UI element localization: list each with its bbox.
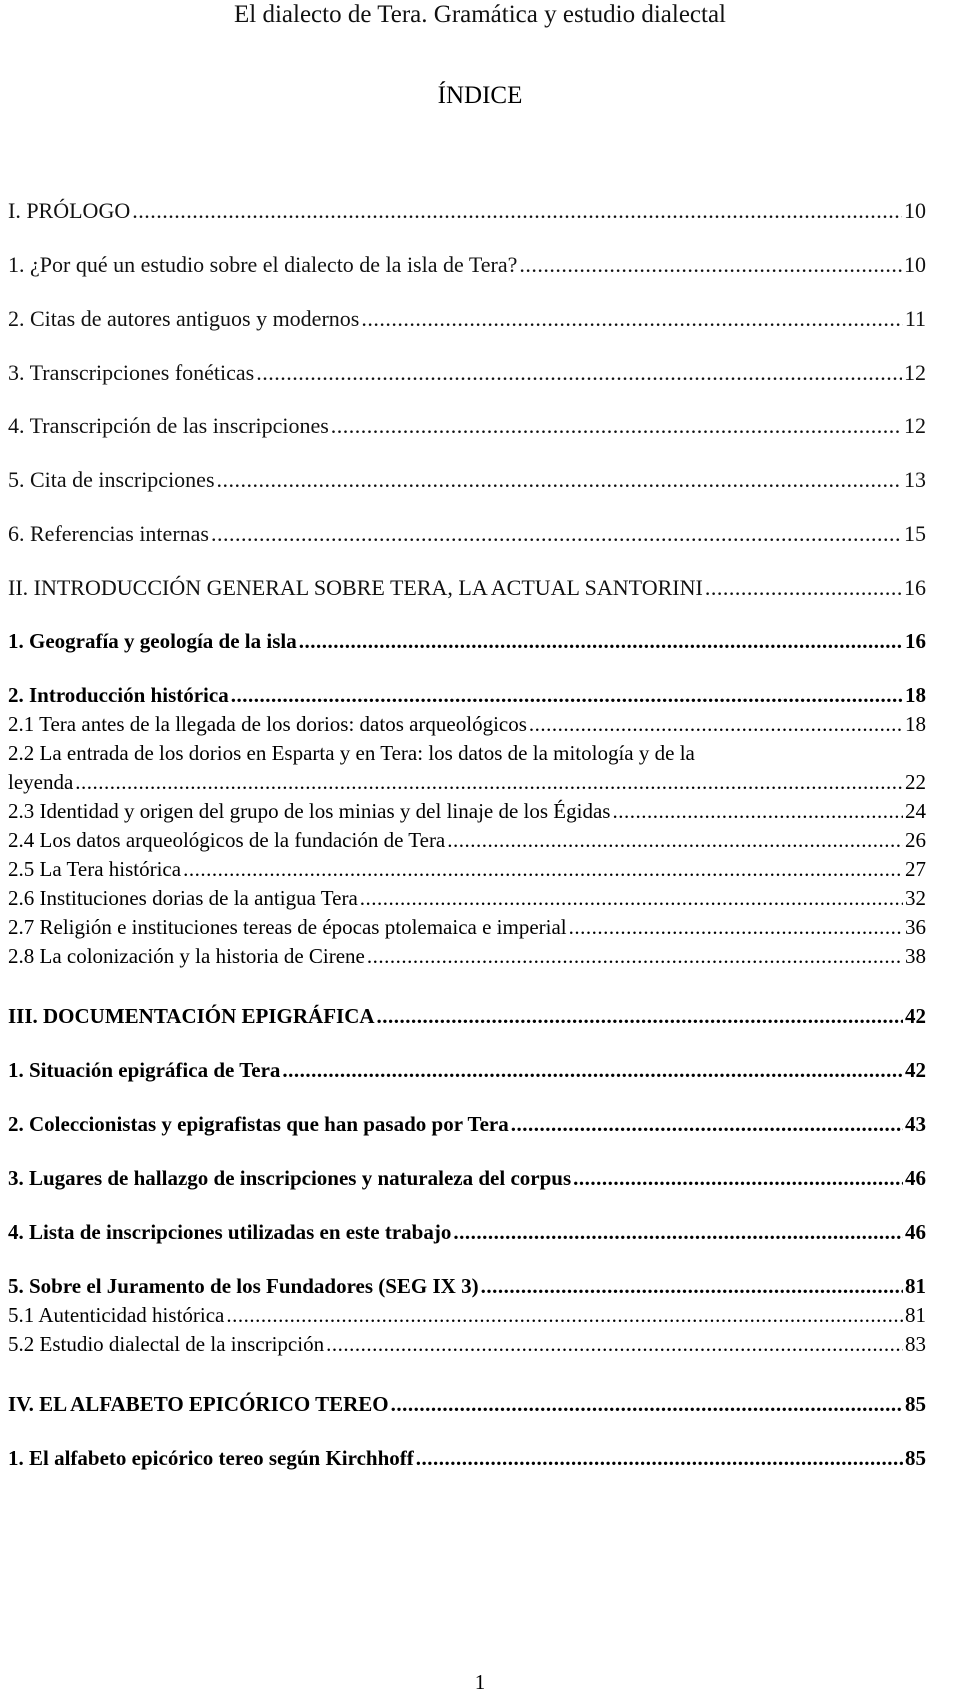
toc-leader-dots (367, 944, 903, 969)
toc-leader-dots (231, 683, 903, 708)
toc-leader-dots (529, 712, 903, 737)
toc-leader-dots (511, 1112, 903, 1137)
toc-entry-title: 6. Referencias internas (8, 521, 209, 546)
toc-entry-title: 2.7 Religión e instituciones tereas de épocas ptolemaica e imperial (8, 915, 567, 939)
toc-page-number: 27 (905, 857, 926, 881)
toc-entry-title: 2.1 Tera antes de la llegada de los dorios: datos arqueológicos (8, 712, 527, 736)
toc-page-number: 83 (905, 1332, 926, 1356)
toc-entry-title: 2.3 Identidad y origen del grupo de los minias y del linaje de los Égidas (8, 799, 611, 823)
toc-leader-dots (361, 306, 902, 332)
toc-page-number: 36 (905, 915, 926, 939)
toc-entry-alfabeto-kirchhoff[interactable] (8, 1446, 926, 1476)
toc-entry-introduccion-historica[interactable] (8, 683, 926, 713)
toc-leader-dots (256, 360, 902, 386)
index-title: ÍNDICE (437, 82, 523, 109)
toc-entry-title: 2.5 La Tera histórica (8, 857, 182, 881)
toc-page-number: 22 (905, 770, 926, 794)
toc-leader-dots (226, 1303, 903, 1328)
toc-page-number: 16 (904, 575, 926, 600)
toc-entry-geografia[interactable] (8, 629, 926, 659)
toc-leader-dots (453, 1220, 903, 1245)
toc-leader-dots (75, 770, 903, 795)
toc-entry-transcripciones-foneticas[interactable] (8, 360, 926, 390)
toc-entry-documentacion-epigrafica[interactable] (8, 1004, 926, 1034)
toc-entry-coleccionistas[interactable] (8, 1112, 926, 1142)
toc-entry-entrada-dorios-line1[interactable]: 2.2 La entrada de los dorios en Esparta y en Tera: los datos de la mitología y de la (8, 741, 695, 765)
toc-entry-title: 2. Introducción histórica (8, 683, 229, 707)
toc-entry-title: 2.4 Los datos arqueológicos de la fundación de Tera (8, 828, 446, 852)
toc-entry-title: 5. Sobre el Juramento de los Fundadores (SEG IX 3) (8, 1274, 479, 1298)
toc-entry-title: IV. EL ALFABETO EPICÓRICO TEREO (8, 1392, 389, 1416)
toc-leader-dots (331, 413, 902, 439)
toc-leader-dots (132, 198, 902, 224)
toc-leader-dots (569, 915, 903, 940)
toc-page-number: 10 (904, 198, 926, 223)
toc-page-number: 46 (905, 1220, 926, 1244)
toc-entry-title: 1. Situación epigráfica de Tera (8, 1058, 281, 1082)
toc-page-number: 42 (905, 1058, 926, 1082)
toc-entry-cita-inscripciones[interactable] (8, 467, 926, 497)
toc-entry-title: 3. Transcripciones fonéticas (8, 360, 255, 385)
toc-leader-dots (211, 521, 902, 547)
toc-page-number: 42 (905, 1004, 926, 1028)
toc-entry-title: 4. Lista de inscripciones utilizadas en este trabajo (8, 1220, 452, 1244)
toc-entry-tera-antes[interactable] (8, 712, 926, 742)
toc-leader-dots (447, 828, 903, 853)
toc-leader-dots (282, 1058, 903, 1083)
toc-leader-dots (705, 575, 902, 601)
toc-page-number: 26 (905, 828, 926, 852)
toc-page-number: 24 (905, 799, 926, 823)
toc-entry-colonizacion-cirene[interactable] (8, 944, 926, 974)
toc-entry-title: 4. Transcripción de las inscripciones (8, 413, 329, 438)
toc-entry-title: 5.1 Autenticidad histórica (8, 1303, 225, 1327)
toc-entry-prologo[interactable] (8, 198, 926, 228)
toc-entry-introduccion-general[interactable] (8, 575, 926, 605)
toc-entry-title: 2. Coleccionistas y epigrafistas que han pasado por Tera (8, 1112, 509, 1136)
toc-entry-transcripcion-inscripciones[interactable] (8, 413, 926, 443)
toc-page-number: 85 (905, 1446, 926, 1470)
toc-page-number: 81 (905, 1303, 926, 1327)
toc-leader-dots (217, 467, 902, 493)
toc-entry-title: 5.2 Estudio dialectal de la inscripción (8, 1332, 325, 1356)
toc-entry-title: leyenda (8, 770, 74, 794)
toc-entry-title: 2. Citas de autores antiguos y modernos (8, 306, 360, 331)
toc-leader-dots (299, 629, 903, 654)
toc-page-number: 12 (904, 413, 926, 438)
toc-leader-dots (573, 1166, 903, 1191)
toc-page-number: 38 (905, 944, 926, 968)
toc-entry-title: I. PRÓLOGO (8, 198, 131, 223)
toc-page-number: 10 (904, 252, 926, 277)
toc-page-number: 11 (904, 306, 926, 331)
toc-leader-dots (183, 857, 903, 882)
toc-entry-title: II. INTRODUCCIÓN GENERAL SOBRE TERA, LA ACTUAL SANTORINI (8, 575, 703, 600)
toc-entry-juramento-fundadores[interactable] (8, 1274, 926, 1304)
toc-leader-dots (612, 799, 903, 824)
toc-entry-title: 3. Lugares de hallazgo de inscripciones y naturaleza del corpus (8, 1166, 572, 1190)
toc-page-number: 18 (905, 712, 926, 736)
toc-page-number: 13 (904, 467, 926, 492)
toc-leader-dots (519, 252, 902, 278)
page-number: 1 (474, 1670, 486, 1694)
toc-entry-lugares-hallazgo[interactable] (8, 1166, 926, 1196)
toc-leader-dots (391, 1392, 903, 1417)
toc-entry-referencias-internas[interactable] (8, 521, 926, 551)
toc-entry-title: 2.6 Instituciones dorias de la antigua Tera (8, 886, 358, 910)
toc-entry-por-que[interactable] (8, 252, 926, 282)
toc-page-number: 43 (905, 1112, 926, 1136)
toc-page-number: 12 (904, 360, 926, 385)
toc-entry-identidad-minias[interactable] (8, 799, 926, 829)
running-header: El dialecto de Tera. Gramática y estudio dialectal (233, 1, 727, 28)
toc-entry-title: 1. El alfabeto epicórico tereo según Kirchhoff (8, 1446, 414, 1470)
toc-leader-dots (416, 1446, 903, 1471)
toc-entry-tera-historica[interactable] (8, 857, 926, 887)
toc-entry-autenticidad[interactable] (8, 1303, 926, 1333)
toc-entry-estudio-dialectal[interactable] (8, 1332, 926, 1362)
toc-entry-title: 5. Cita de inscripciones (8, 467, 215, 492)
toc-page-number: 18 (905, 683, 926, 707)
toc-page-number: 15 (904, 521, 926, 546)
toc-leader-dots (481, 1274, 903, 1299)
toc-entry-lista-inscripciones[interactable] (8, 1220, 926, 1250)
toc-page-number: 81 (905, 1274, 926, 1298)
toc-entry-datos-arqueologicos[interactable] (8, 828, 926, 858)
toc-entry-title: 1. ¿Por qué un estudio sobre el dialecto de la isla de Tera? (8, 252, 518, 277)
toc-entry-title: III. DOCUMENTACIÓN EPIGRÁFICA (8, 1004, 375, 1028)
toc-entry-entrada-dorios[interactable] (8, 770, 926, 800)
toc-page-number: 85 (905, 1392, 926, 1416)
toc-leader-dots (360, 886, 903, 911)
toc-entry-instituciones-dorias[interactable] (8, 886, 926, 916)
toc-leader-dots (326, 1332, 903, 1357)
toc-entry-alfabeto-epicorico[interactable] (8, 1392, 926, 1422)
toc-entry-situacion-epigrafica[interactable] (8, 1058, 926, 1088)
toc-page-number: 46 (905, 1166, 926, 1190)
toc-leader-dots (377, 1004, 903, 1029)
toc-page-number: 16 (905, 629, 926, 653)
toc-entry-citas-autores[interactable] (8, 306, 926, 336)
toc-entry-title: 1. Geografía y geología de la isla (8, 629, 297, 653)
toc-page-number: 32 (905, 886, 926, 910)
toc-entry-title: 2.8 La colonización y la historia de Cirene (8, 944, 365, 968)
toc-entry-religion[interactable] (8, 915, 926, 945)
